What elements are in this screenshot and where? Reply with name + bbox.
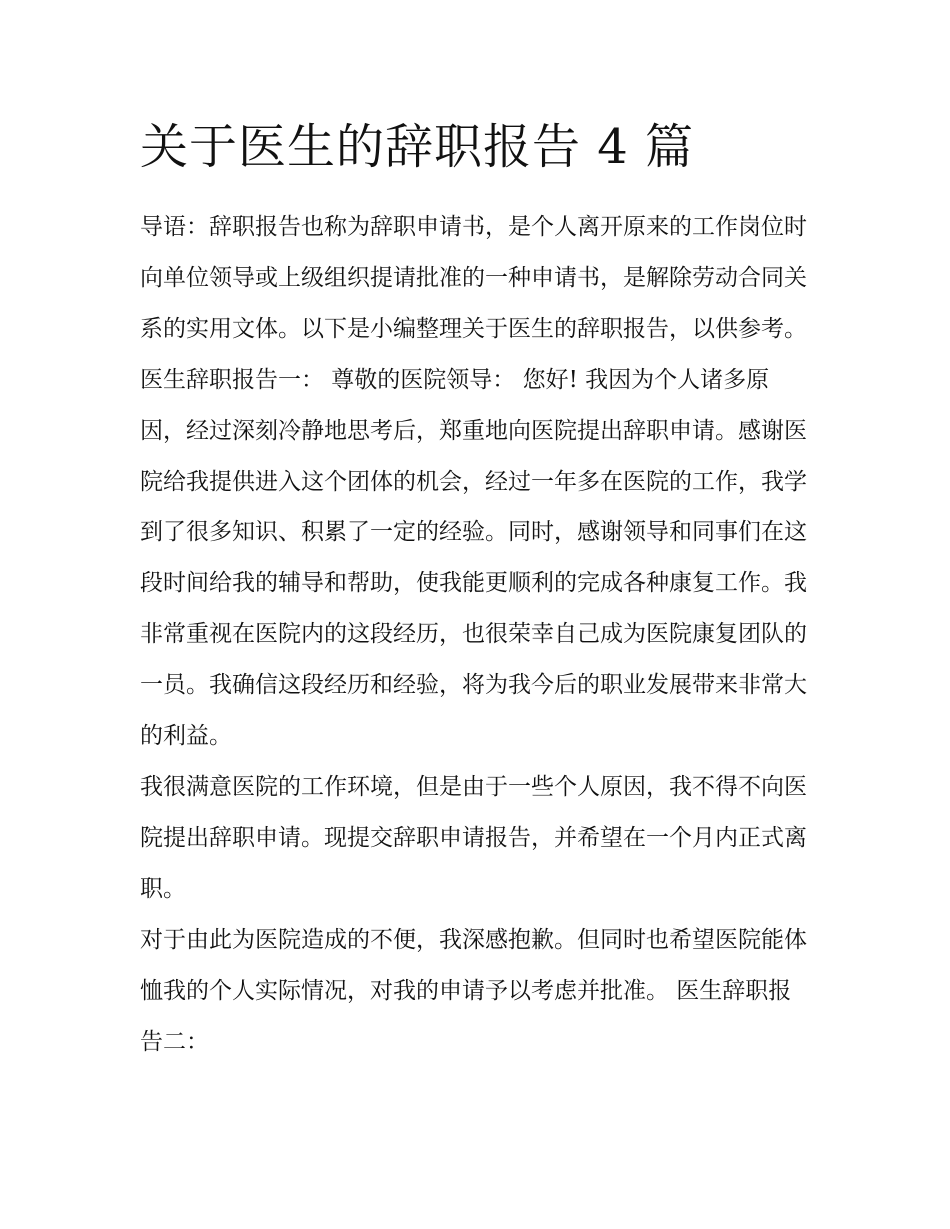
- intro-paragraph: 导语：辞职报告也称为辞职申请书，是个人离开原来的工作岗位时向单位领导或上级组织提请批准的一种申请书，是解除劳动合同关系的实用文体。以下是小编整理关于医生的辞职报告，以供参考。: [140, 214, 807, 342]
- work-environment-paragraph: 我很满意医院的工作环境，但是由于一些个人原因，我不得不向医院提出辞职申请。现提交辞职申请报告，并希望在一个月内正式离职。: [140, 773, 807, 902]
- document-body: [140, 112, 812, 1067]
- report-one-paragraph: 医生辞职报告一： 尊敬的医院领导： 您好! 我因为个人诸多原因，经过深刻冷静地思考后，郑重地向医院提出辞职申请。感谢医院给我提供进入这个团体的机会，经过一年多在医院的工作，我学到了很多知识、积累了一定的经验。同时，感谢领导和同事们在这段时间给我的辅导和帮助，使我能更顺利的完成各种康复工作。我非常重视在医院内的这段经历，也很荣幸自己成为医院康复团队的一员。我确信这段经历和经验，将为我今后的职业发展带来非常大的利益。: [140, 366, 807, 750]
- apology-paragraph: 对于由此为医院造成的不便，我深感抱歉。但同时也希望医院能体恤我的个人实际情况，对我的申请予以考虑并批准。 医生辞职报告二：: [140, 926, 807, 1055]
- document-title: 关于医生的辞职报告 4 篇: [140, 119, 695, 175]
